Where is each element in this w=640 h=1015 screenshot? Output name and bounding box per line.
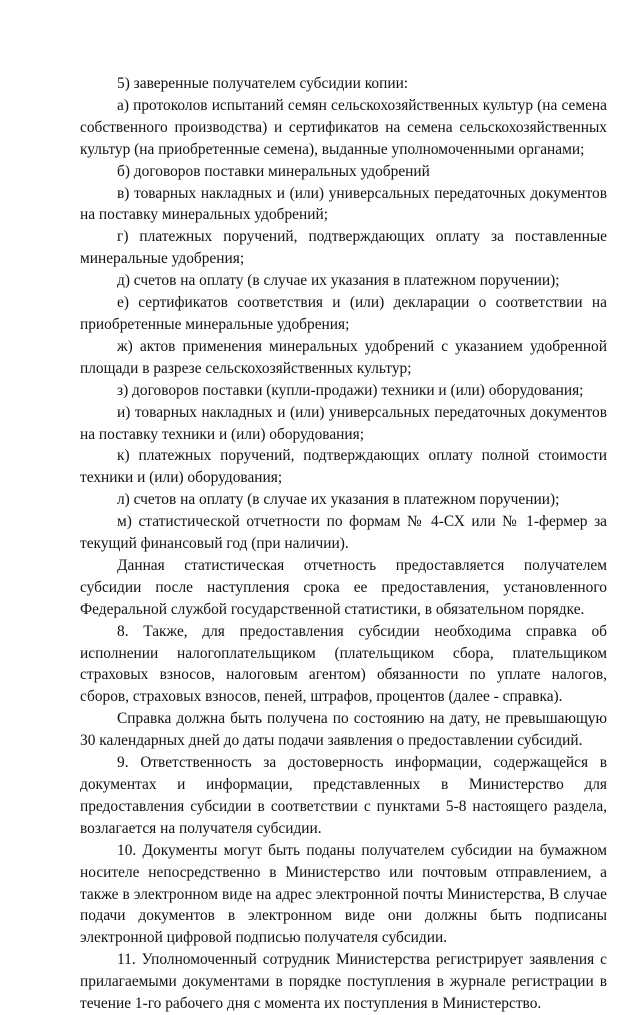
paragraph-item-11: 11. Уполномоченный сотрудник Министерства регистрирует заявления с прилагаемыми документами в порядке поступления в журнале регистрации в течение 1-го рабочего дня с момента их поступления в Министерство. xyxy=(80,951,607,1013)
paragraph-subitem-g: г) платежных поручений, подтверждающих оплату за поставленные минеральные удобрения; xyxy=(80,228,607,268)
paragraph-certificate-note: Справка должна быть получена по состоянию на дату, не превышающую 30 календарных дней до даты подачи заявления о предоставлении субсидий. xyxy=(80,710,607,750)
paragraph-item-8: 8. Также, для предоставления субсидии необходима справка об исполнении налогоплательщиком (плательщиком сбора, плательщиком страховых взносов, налоговым агентом) обязанности по уплате налогов, сборов, страховых взносов, пеней, штрафов, процентов (далее - справка). xyxy=(80,622,607,706)
paragraph-subitem-e: е) сертификатов соответствия и (или) декларации о соответствии на приобретенные минеральные удобрения; xyxy=(80,294,607,333)
paragraph-subitem-d: д) счетов на оплату (в случае их указания в платежном поручении); xyxy=(117,272,560,290)
paragraph-item-10: 10. Документы могут быть поданы получателем субсидии на бумажном носителе непосредственно в Министерство или почтовым отправлением, а также в электронном виде на адрес электронной почты Министерства, В случае подачи документов в электронном виде они должны быть подписаны электронной цифровой подписью получателя субсидии. xyxy=(80,841,607,947)
paragraph-subitem-i: и) товарных накладных и (или) универсальных передаточных документов на поставку техники и (или) оборудования; xyxy=(80,403,607,443)
document-body xyxy=(80,73,607,1015)
paragraph-subitem-v: в) товарных накладных и (или) универсальных передаточных документов на поставку минеральных удобрений; xyxy=(80,184,607,224)
paragraph-subitem-m: м) статистической отчетности по формам № 4-СХ или № 1-фермер за текущий финансовый год (при наличии). xyxy=(80,513,607,553)
paragraph-statistics-note: Данная статистическая отчетность предоставляется получателем субсидии после наступления срока ее предоставления, установленного Федеральной службой государственной статистики, в обязательном порядке. xyxy=(80,556,607,618)
paragraph-item-9: 9. Ответственность за достоверность информации, содержащейся в документах и информации, представленных в Министерство для предоставления субсидии в соответствии с пунктами 5-8 настоящего раздела, возлагается на получателя субсидии. xyxy=(80,754,607,837)
paragraph-subitem-a: а) протоколов испытаний семян сельскохозяйственных культур (на семена собственного производства) и сертификатов на семена сельскохозяйственных культур (на приобретенные семена), выданные уполномоченными органами; xyxy=(80,96,607,158)
paragraph-subitem-b: б) договоров поставки минеральных удобрений xyxy=(117,162,430,180)
paragraph-subitem-zh: ж) актов применения минеральных удобрений с указанием удобренной площади в разрезе сельскохозяйственных культур; xyxy=(80,337,607,377)
paragraph-subitem-l: л) счетов на оплату (в случае их указания в платежном поручении); xyxy=(117,491,560,509)
paragraph-subitem-k: к) платежных поручений, подтверждающих оплату полной стоимости техники и (или) оборудования; xyxy=(80,447,607,487)
paragraph-item-5-intro: 5) заверенные получателем субсидии копии: xyxy=(117,75,409,92)
paragraph-subitem-z: з) договоров поставки (купли-продажи) техники и (или) оборудования; xyxy=(117,381,584,399)
